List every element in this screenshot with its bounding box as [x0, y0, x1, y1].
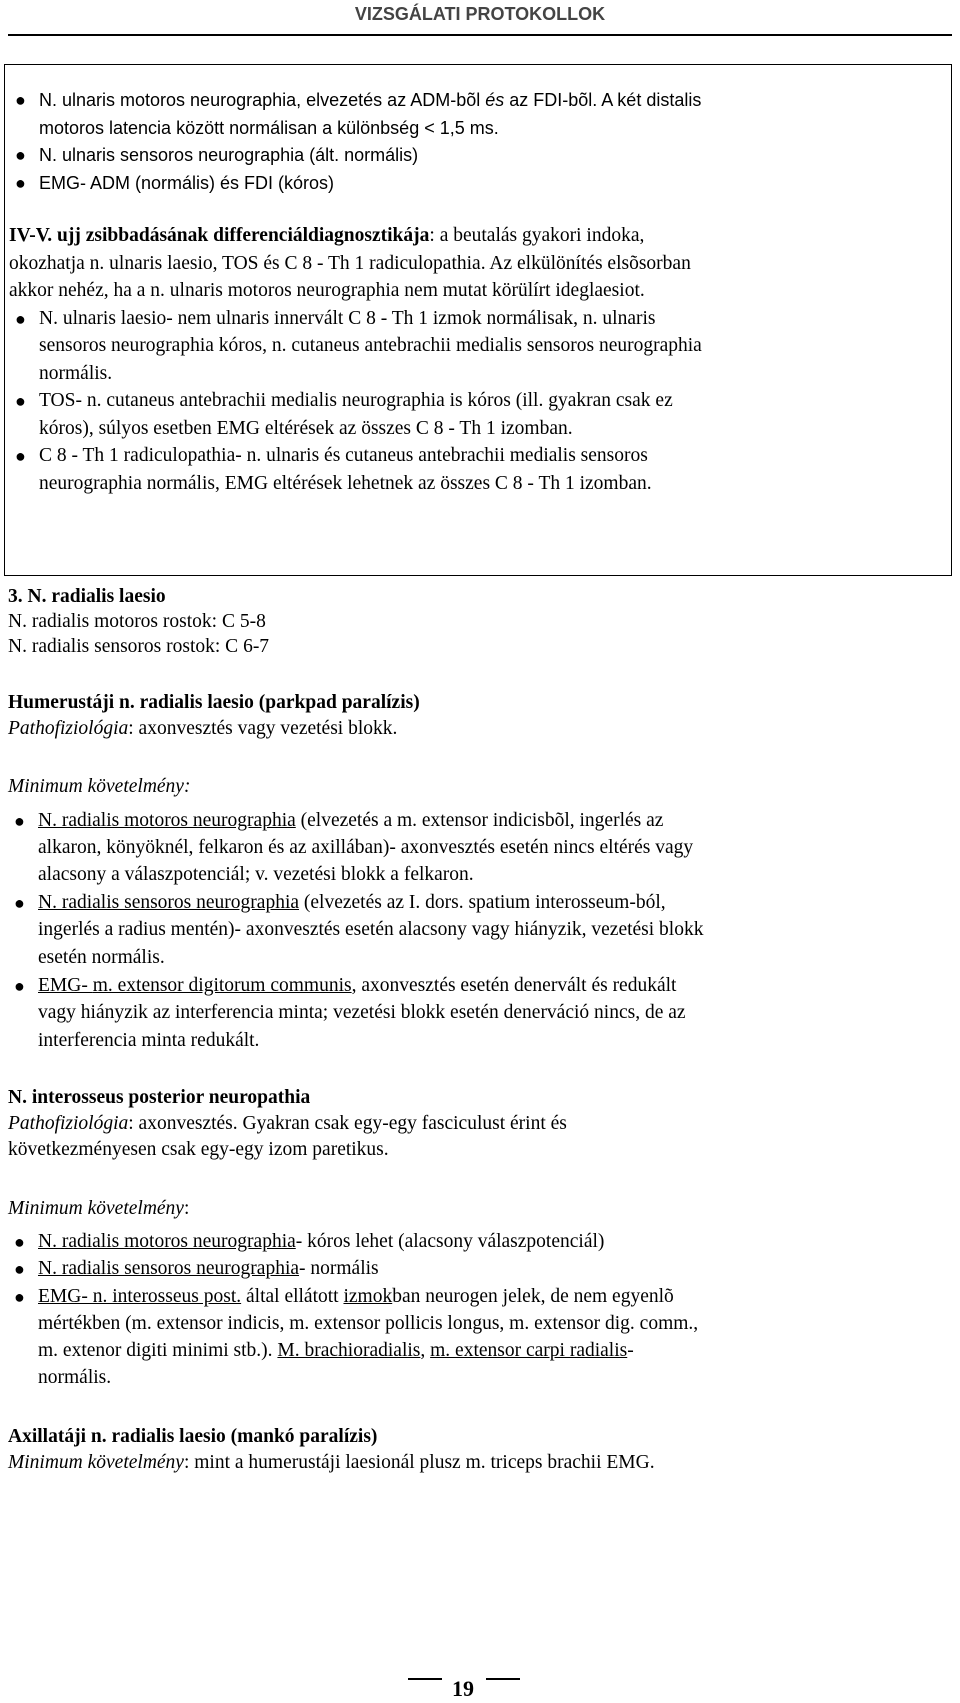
- ulnaris-laesio-line-1: N. ulnaris laesio- nem ulnaris innervált C 8 - Th 1 izmok normálisak, n. ulnaris: [39, 308, 656, 329]
- tos-line-2: kóros), súlyos esetben EMG eltérések az összes C 8 - Th 1 izomban.: [39, 418, 573, 439]
- hum-emg-line-2: vagy hiányzik az interferencia minta; vezetési blokk esetén denerváció nincs, de az: [38, 1002, 686, 1023]
- hum-emg-line-3: interferencia minta redukált.: [38, 1030, 260, 1051]
- pin-sensory-line: N. radialis sensoros neurographia- normális: [38, 1258, 379, 1279]
- diff-diag-line-3: akkor nehéz, ha a n. ulnaris motoros neurographia nem mutat körülírt ideglaesiot.: [9, 280, 645, 301]
- hum-emg-line-1: EMG- m. extensor digitorum communis, axonvesztés esetén denervált és redukált: [38, 975, 677, 996]
- pin-patho: Pathofiziológia: axonvesztés. Gyakran csak egy-egy fasciculust érint és: [8, 1113, 567, 1134]
- pin-emg-line-3: m. extenor digiti minimi stb.). M. brachioradialis, m. extensor carpi radialis-: [38, 1340, 634, 1361]
- footer-rule-right: [486, 1678, 520, 1680]
- pin-motor-line: N. radialis motoros neurographia- kóros lehet (alacsony válaszpotenciál): [38, 1231, 605, 1252]
- tos-line-1: TOS- n. cutaneus antebrachii medialis neurographia is kóros (ill. gyakran csak ez: [39, 390, 673, 411]
- pin-title: N. interosseus posterior neuropathia: [8, 1087, 311, 1108]
- box-bullet-1-cont: motoros latencia között normálisan a különbség < 1,5 ms.: [39, 118, 499, 138]
- pin-emg-line-2: mértékben (m. extensor indicis, m. extensor pollicis longus, m. extensor dig. comm.,: [38, 1313, 699, 1334]
- radiculopathia-line-1: C 8 - Th 1 radiculopathia- n. ulnaris és cutaneus antebrachii medialis sensoros: [39, 445, 648, 466]
- humerus-title: Humerustáji n. radialis laesio (parkpad paralízis): [8, 692, 420, 713]
- humerus-min-label: Minimum követelmény:: [8, 776, 191, 797]
- section-3-title: 3. N. radialis laesio: [8, 586, 166, 607]
- humerus-patho: Pathofiziológia: axonvesztés vagy vezetési blokk.: [8, 718, 398, 739]
- pin-min-label: Minimum követelmény:: [8, 1198, 190, 1219]
- bullet-icon: ●: [15, 173, 26, 193]
- ulnaris-laesio-line-2: sensoros neurographia kóros, n. cutaneus antebrachii medialis sensoros neurographia: [39, 335, 702, 356]
- footer-rule-left: [408, 1678, 442, 1680]
- diff-diag-heading: IV-V. ujj zsibbadásának differenciáldiagnosztikája: a beutalás gyakori indoka,: [9, 225, 645, 246]
- bullet-icon: ●: [14, 1259, 25, 1279]
- radiculopathia-line-2: neurographia normális, EMG eltérések lehetnek az összes C 8 - Th 1 izomban.: [39, 473, 652, 494]
- hum-sensory-line-1: N. radialis sensoros neurographia (elvezetés az I. dors. spatium interosseum-ból,: [38, 892, 666, 913]
- bullet-icon: ●: [14, 1287, 25, 1307]
- axilla-title: Axillatáji n. radialis laesio (mankó paralízis): [8, 1426, 378, 1447]
- diff-diag-line-2: okozhatja n. ulnaris laesio, TOS és C 8 - Th 1 radiculopathia. Az elkülönítés elsõsorban: [9, 253, 691, 274]
- header-rule: [8, 34, 952, 36]
- pin-patho-line-2: következményesen csak egy-egy izom paretikus.: [8, 1139, 389, 1160]
- box-bullet-1: N. ulnaris motoros neurographia, elvezetés az ADM-bõl és az FDI-bõl. A két distalis: [39, 90, 702, 110]
- motor-fibers-line: N. radialis motoros rostok: C 5-8: [8, 611, 266, 632]
- box-bullet-3: EMG- ADM (normális) és FDI (kóros): [39, 173, 335, 193]
- ulnaris-laesio-line-3: normális.: [39, 363, 113, 384]
- hum-sensory-line-3: esetén normális.: [38, 947, 165, 968]
- bullet-icon: ●: [14, 1232, 25, 1252]
- summary-box: [4, 64, 952, 576]
- running-header: VIZSGÁLATI PROTOKOLLOK: [354, 4, 606, 24]
- hum-motor-line-1: N. radialis motoros neurographia (elvezetés a m. extensor indicisbõl, ingerlés az: [38, 810, 664, 831]
- page-number: 19: [452, 1676, 474, 1701]
- hum-motor-line-3: alacsony a válaszpotenciál; v. vezetési blokk a felkaron.: [38, 864, 474, 885]
- pin-emg-line-1: EMG- n. interosseus post. által ellátott izmokban neurogen jelek, de nem egyenlõ: [38, 1286, 674, 1307]
- hum-motor-line-2: alkaron, könyöknél, felkaron és az axillában)- axonvesztés esetén nincs eltérés vagy: [38, 837, 694, 858]
- bullet-icon: ●: [15, 145, 26, 165]
- bullet-icon: ●: [14, 893, 25, 913]
- axilla-min: Minimum követelmény: mint a humerustáji laesionál plusz m. triceps brachii EMG.: [8, 1452, 655, 1473]
- box-bullet-2: N. ulnaris sensoros neurographia (ált. normális): [39, 145, 419, 165]
- bullet-icon: ●: [14, 811, 25, 831]
- bullet-icon: ●: [15, 309, 26, 329]
- bullet-icon: ●: [14, 976, 25, 996]
- bullet-icon: ●: [15, 446, 26, 466]
- hum-sensory-line-2: ingerlés a radius mentén)- axonvesztés esetén alacsony vagy hiányzik, vezetési blokk: [38, 919, 704, 940]
- pin-emg-line-4: normális.: [38, 1367, 112, 1388]
- bullet-icon: ●: [15, 391, 26, 411]
- sensory-fibers-line: N. radialis sensoros rostok: C 6-7: [8, 636, 270, 657]
- bullet-icon: ●: [15, 90, 26, 110]
